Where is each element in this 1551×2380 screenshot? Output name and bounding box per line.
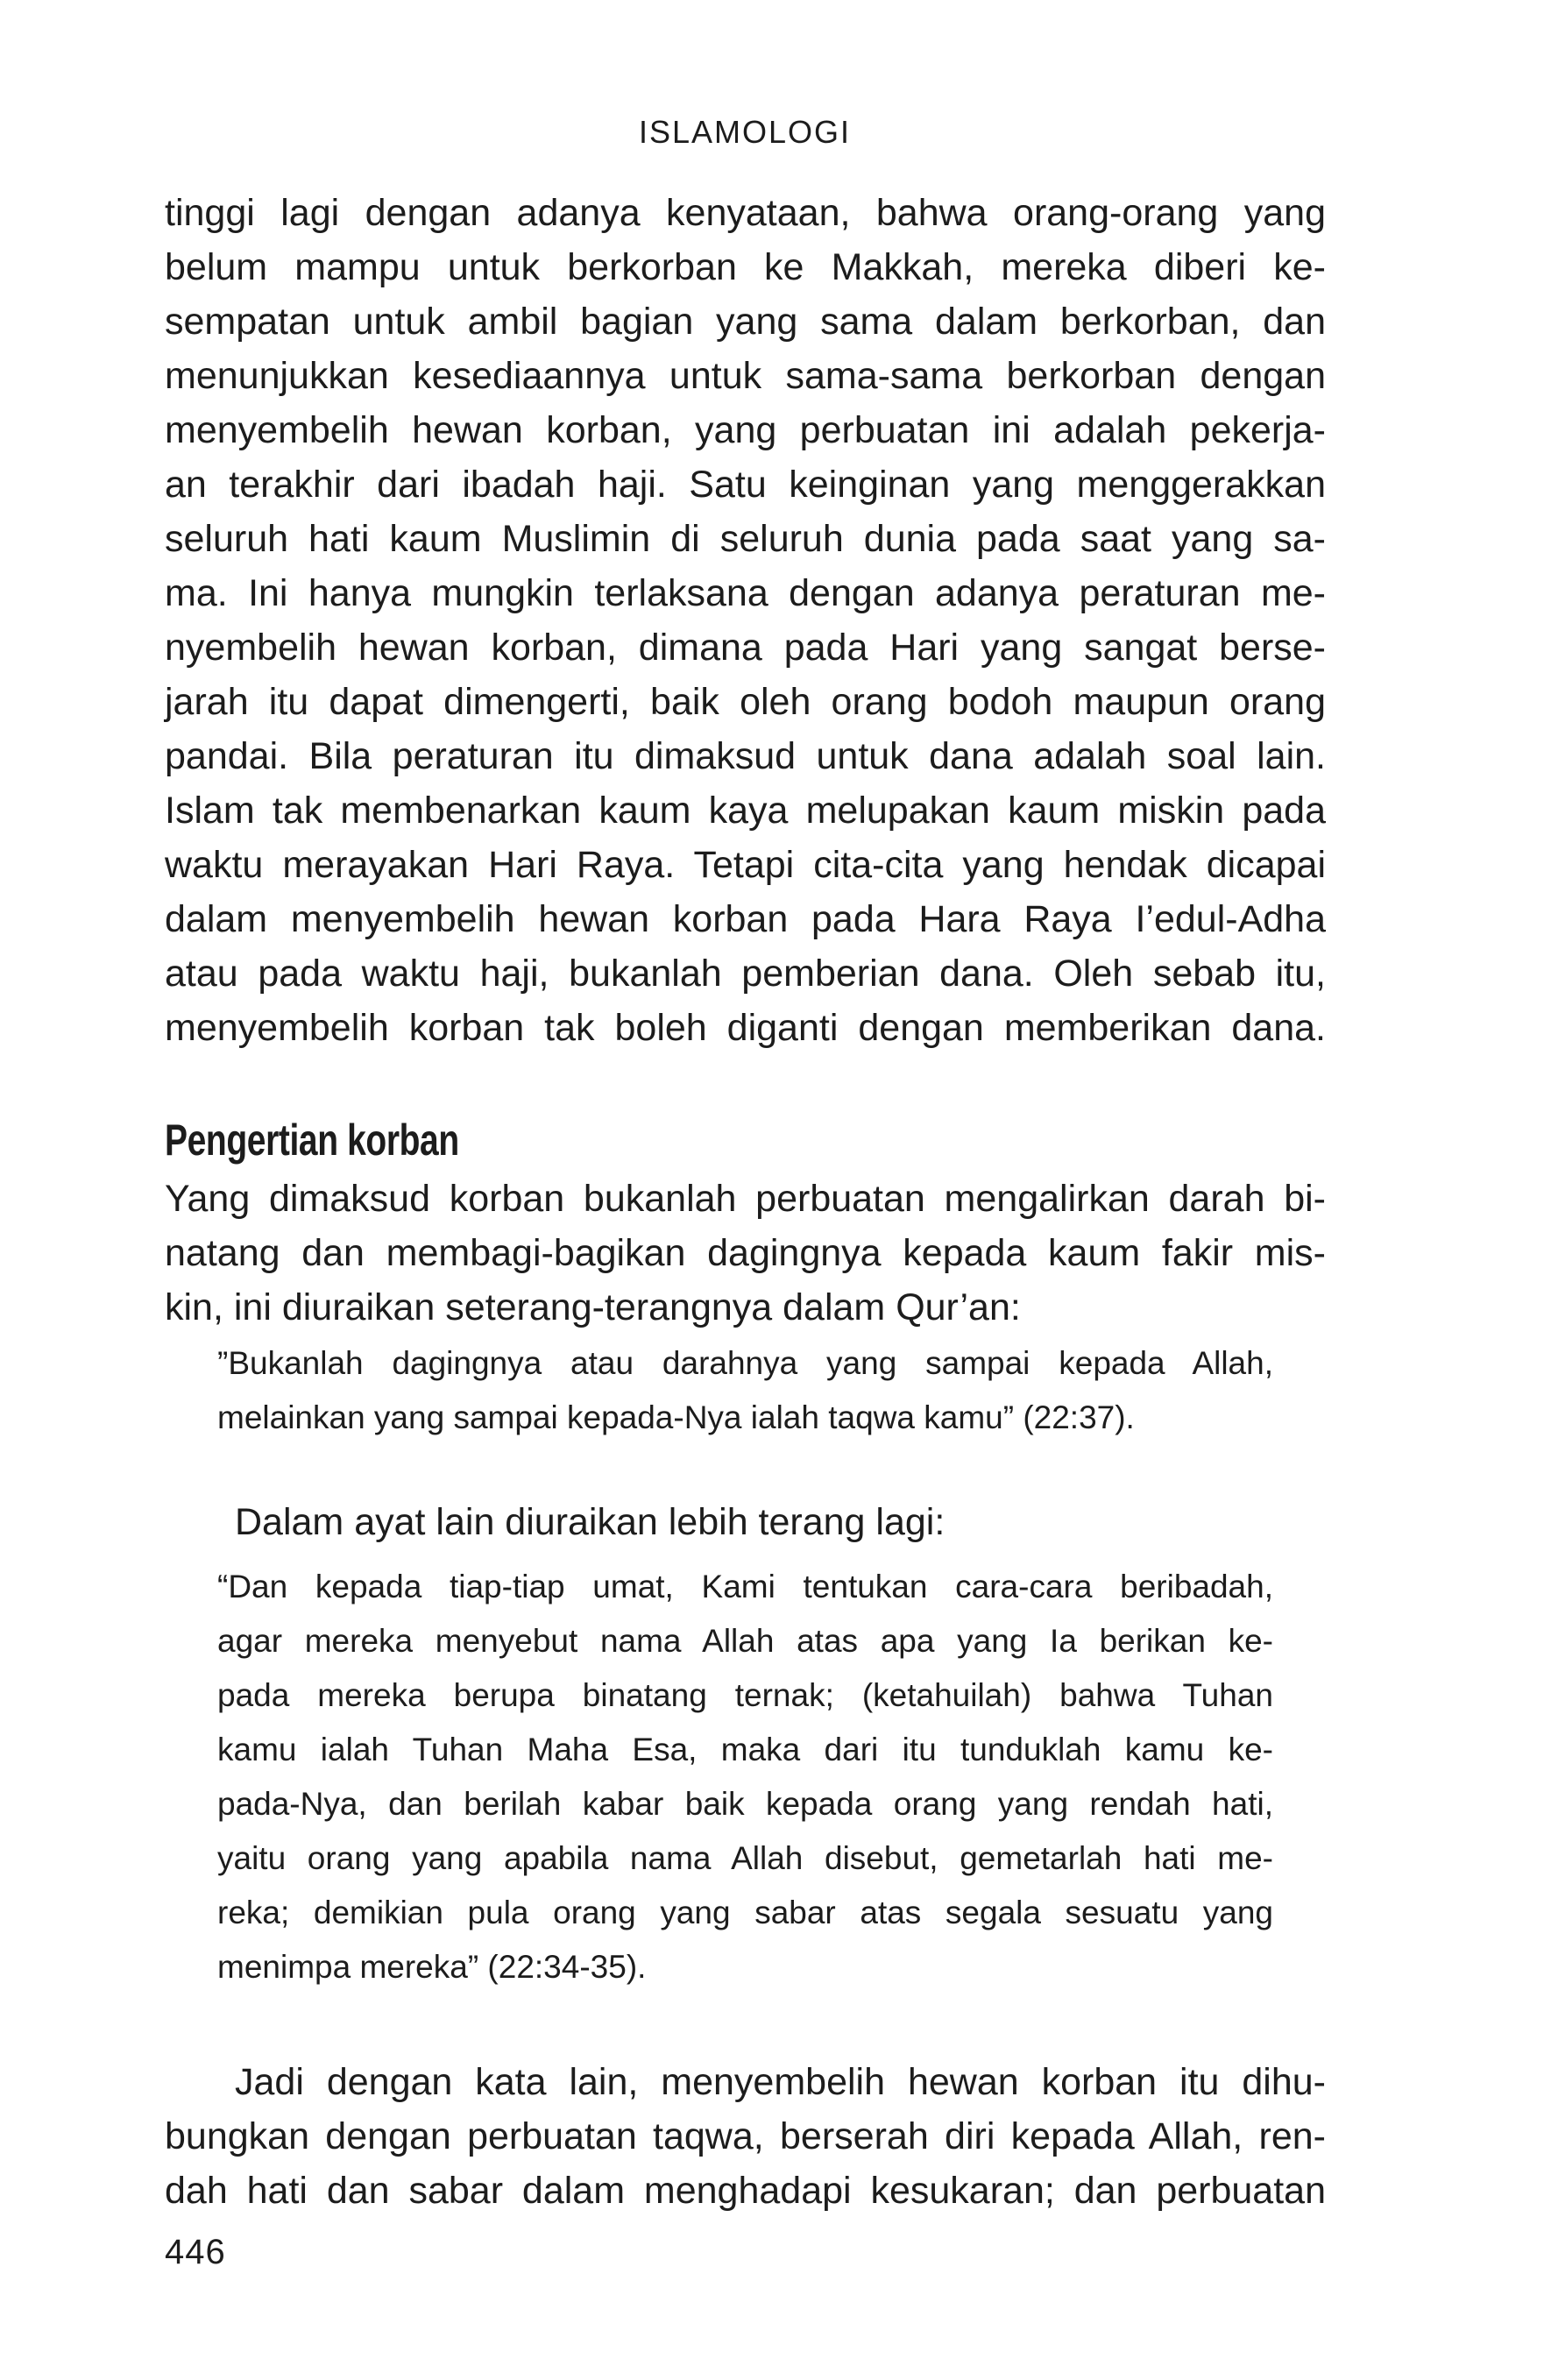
text-line: Islam tak membenarkan kaum kaya melupakan kaum miskin pada xyxy=(165,790,1326,832)
running-header: ISLAMOLOGI xyxy=(638,114,852,150)
section-heading: Pengertian korban xyxy=(165,1116,459,1165)
text-line: dah hati dan sabar dalam menghadapi kesukaran; dan perbuatan xyxy=(165,2170,1326,2212)
text-line: atau pada waktu haji, bukanlah pemberian dana. Oleh sebab itu, xyxy=(165,953,1326,995)
paragraph-2 xyxy=(165,1172,1326,1335)
paragraph-3 xyxy=(235,1495,1326,1549)
text-line: an terakhir dari ibadah haji. Satu keinginan yang menggerakkan xyxy=(165,464,1326,506)
text-line: menyembelih korban tak boleh diganti dengan memberikan dana. xyxy=(165,1007,1326,1049)
quote-line: agar mereka menyebut nama Allah atas apa yang Ia berikan ke- xyxy=(217,1623,1273,1659)
text-line: jarah itu dapat dimengerti, baik oleh orang bodoh maupun orang xyxy=(165,681,1326,723)
paragraph-4 xyxy=(165,2055,1326,2218)
text-line: pandai. Bila peraturan itu dimaksud untuk dana adalah soal lain. xyxy=(165,735,1326,777)
quote-line: menimpa mereka” (22:34-35). xyxy=(217,1949,647,1985)
text-line: menunjukkan kesediaannya untuk sama-sama berkorban dengan xyxy=(165,355,1326,397)
block-quote-1 xyxy=(217,1336,1273,1445)
text-line: dalam menyembelih hewan korban pada Hara Raya I’edul-Adha xyxy=(165,898,1326,940)
quote-line: pada-Nya, dan berilah kabar baik kepada orang yang rendah hati, xyxy=(217,1786,1273,1822)
text-line: waktu merayakan Hari Raya. Tetapi cita-cita yang hendak dicapai xyxy=(165,844,1326,886)
quote-line: pada mereka berupa binatang ternak; (ketahuilah) bahwa Tuhan xyxy=(217,1677,1273,1713)
text-line: Jadi dengan kata lain, menyembelih hewan korban itu dihu- xyxy=(235,2061,1326,2103)
text-line: natang dan membagi-bagikan dagingnya kepada kaum fakir mis- xyxy=(165,1232,1326,1274)
text-line: ma. Ini hanya mungkin terlaksana dengan adanya peraturan me- xyxy=(165,572,1326,614)
text-line: Dalam ayat lain diuraikan lebih terang lagi: xyxy=(235,1501,945,1543)
quote-line: kamu ialah Tuhan Maha Esa, maka dari itu tunduklah kamu ke- xyxy=(217,1732,1273,1767)
text-line: menyembelih hewan korban, yang perbuatan ini adalah pekerja- xyxy=(165,409,1326,451)
text-line: kin, ini diuraikan seterang-terangnya dalam Qur’an: xyxy=(165,1286,1021,1328)
text-line: sempatan untuk ambil bagian yang sama dalam berkorban, dan xyxy=(165,301,1326,343)
quote-line: “Dan kepada tiap-tiap umat, Kami tentukan cara-cara beribadah, xyxy=(217,1569,1273,1604)
text-line: nyembelih hewan korban, dimana pada Hari yang sangat berse- xyxy=(165,627,1326,669)
page-number: 446 xyxy=(165,2233,226,2271)
quote-line: reka; demikian pula orang yang sabar atas segala sesuatu yang xyxy=(217,1895,1273,1930)
quote-line: yaitu orang yang apabila nama Allah disebut, gemetarlah hati me- xyxy=(217,1840,1273,1876)
text-line: bungkan dengan perbuatan taqwa, berserah diri kepada Allah, ren- xyxy=(165,2115,1326,2157)
paragraph-1 xyxy=(165,186,1326,1055)
text-line: seluruh hati kaum Muslimin di seluruh dunia pada saat yang sa- xyxy=(165,518,1326,560)
block-quote-2 xyxy=(217,1560,1273,1994)
text-line: Yang dimaksud korban bukanlah perbuatan mengalirkan darah bi- xyxy=(165,1178,1326,1220)
text-line: belum mampu untuk berkorban ke Makkah, mereka diberi ke- xyxy=(165,246,1326,288)
quote-line: ”Bukanlah dagingnya atau darahnya yang sampai kepada Allah, xyxy=(217,1345,1273,1381)
text-line: tinggi lagi dengan adanya kenyataan, bahwa orang-orang yang xyxy=(165,192,1326,234)
quote-line: melainkan yang sampai kepada-Nya ialah taqwa kamu” (22:37). xyxy=(217,1399,1135,1435)
